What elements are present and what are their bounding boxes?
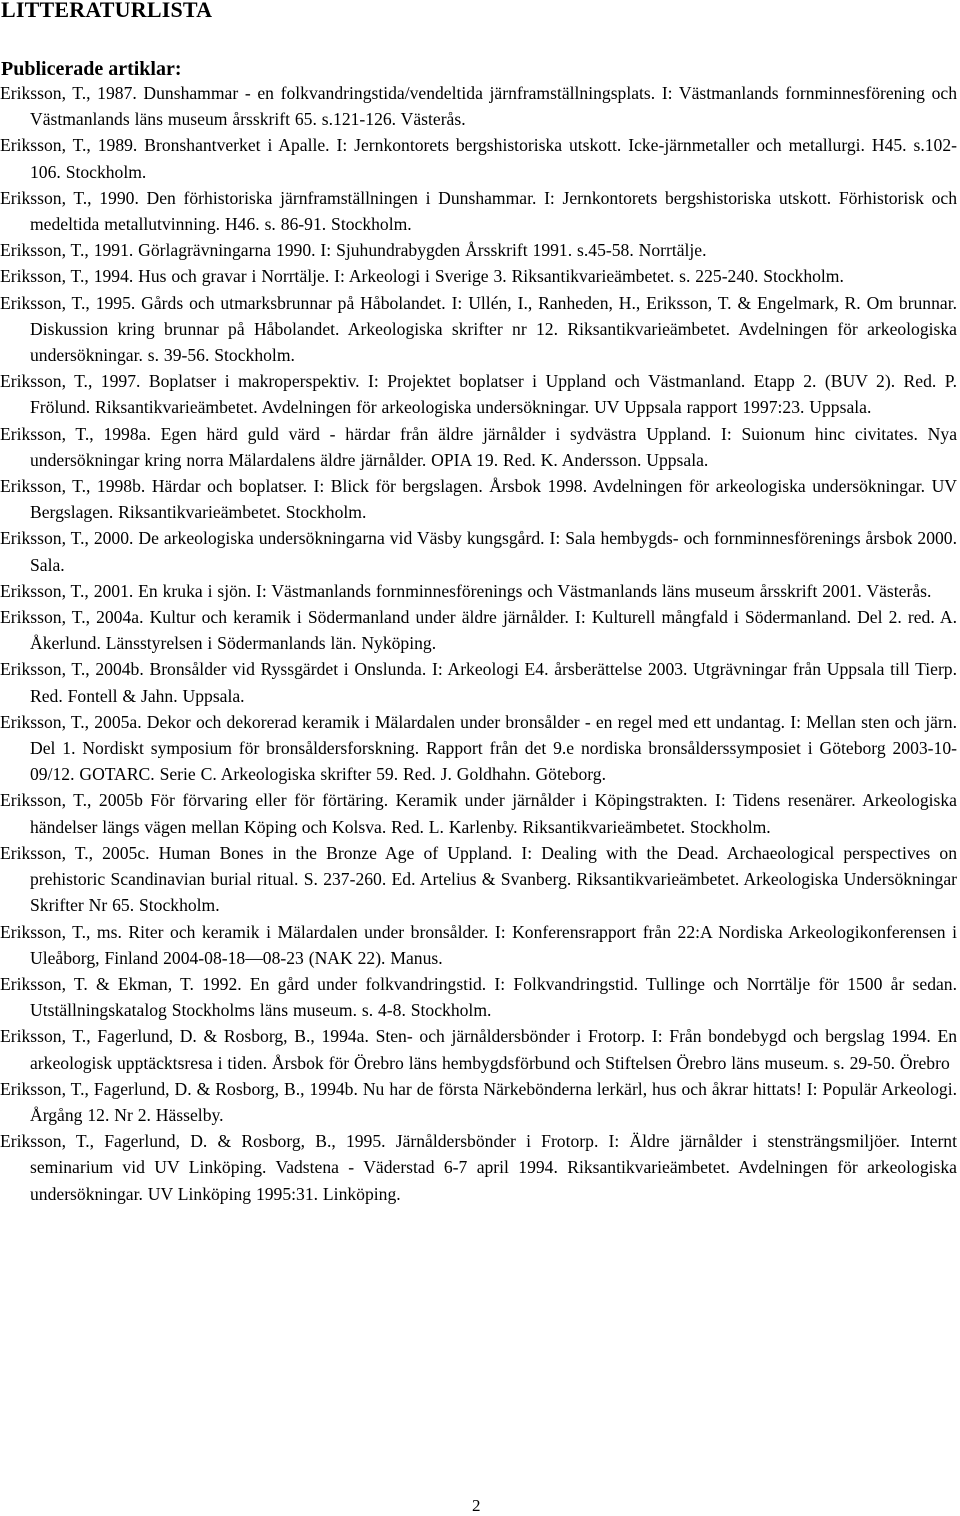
reference-entry: Eriksson, T., 1990. Den förhistoriska järnframställningen i Dunshammar. I: Jernkontorets bergshistoriska utskott. Förhistorisk och medeltida metallutvinning. H46. s. 86-91. Stockholm. bbox=[0, 187, 957, 235]
page-number: 2 bbox=[472, 1496, 481, 1515]
reference-entry: Eriksson, T., 2004a. Kultur och keramik i Södermanland under äldre järnålder. I: Kulturell mångfald i Södermanland. Del 2. red. A. Åkerlund. Länsstyrelsen i Södermanlands län. Nyköping. bbox=[0, 607, 957, 654]
reference-entry: Eriksson, T., 1998a. Egen härd guld värd - härdar från äldre järnålder i sydvästra Uppland. I: Suionum hinc civitates. Nya undersökningar kring norra Mälardalens äldre järnålder. OPIA 19. Red. K. Andersson. Uppsala. bbox=[0, 423, 957, 470]
reference-entry: Eriksson, T., 2004b. Bronsålder vid Ryssgärdet i Onslunda. I: Arkeologi E4. årsberättelse 2003. Utgrävningar från Uppsala till Tierp. Red. Fontell & Jahn. Uppsala. bbox=[0, 659, 957, 706]
reference-entry: Eriksson, T., 1989. Bronshantverket i Apalle. I: Jernkontorets bergshistoriska utskott. Icke-järnmetaller och metallurgi. H45. s.102-106. Stockholm. bbox=[0, 135, 957, 182]
reference-entry: Eriksson, T., 1997. Boplatser i makroperspektiv. I: Projektet boplatser i Uppland och Västmanland. Etapp 2. (BUV 2). Red. P. Frölund. Riksantikvarieämbetet. Avdelningen för arkeologiska undersökningar. UV Uppsala rapport 1997:23. Uppsala. bbox=[0, 371, 957, 418]
reference-entry: Eriksson, T., 2005b För förvaring eller för förtäring. Keramik under järnålder i Köpingstrakten. I: Tidens resenärer. Arkeologiska händelser längs vägen mellan Köping och Kolsva. Red. L. Karlenby. Riksantikvarieämbetet. Stockholm. bbox=[0, 790, 957, 837]
reference-entry: Eriksson, T., 1987. Dunshammar - en folkvandringstida/vendeltida järnframställningsplats. I: Västmanlands fornminnesförening och Västmanlands läns museum årsskrift 65. s.121-126. Västerås. bbox=[0, 83, 957, 130]
reference-entry: Eriksson, T., 1995. Gårds och utmarksbrunnar på Håbolandet. I: Ullén, I., Ranheden, H., Eriksson, T. & Engelmark, R. Om brunnar. Diskussion kring brunnar på Håbolandet. Arkeologiska skrifter nr 12. Riksantikvarieämbetet. Avdelningen för arkeologiska undersökningar. s. 39-56. Stockholm. bbox=[0, 292, 957, 366]
reference-entry: Eriksson, T., 2005c. Human Bones in the Bronze Age of Uppland. I: Dealing with the Dead. Archaeological perspectives on prehistoric Scandinavian burial ritual. S. 237-260. Ed. Artelius & Svanberg. Riksantikvarieämbetet. Arkeologiska Undersökningar Skrifter Nr 65. Stockholm. bbox=[0, 842, 957, 916]
reference-entry: Eriksson, T., 2005a. Dekor och dekorerad keramik i Mälardalen under bronsålder - en regel med ett undantag. I: Mellan sten och järn. Del 1. Nordiskt symposium för bronsåldersforskning. Rapport från det 9.e nordiska bronsålderssymposiet i Göteborg 2003-10-09/12. GOTARC. Serie C. Arkeologiska skrifter 59. Red. J. Goldhahn. Göteborg. bbox=[0, 711, 957, 785]
reference-entry: Eriksson, T., Fagerlund, D. & Rosborg, B., 1995. Järnåldersbönder i Frotorp. I: Äldre järnålder i stensträngsmiljöer. Internt seminarium vid UV Linköping. Vadstena - Väderstad 6-7 april 1994. Riksantikvarieämbetet. Avdelningen för arkeologiska undersökningar. UV Linköping 1995:31. Linköping. bbox=[0, 1131, 957, 1204]
reference-entry: Eriksson, T., 2000. De arkeologiska undersökningarna vid Väsby kungsgård. I: Sala hembygds- och fornminnesförenings årsbok 2000. Sala. bbox=[0, 528, 957, 575]
reference-entry: Eriksson, T., Fagerlund, D. & Rosborg, B., 1994a. Sten- och järnåldersbönder i Frotorp. I: Från bondebygd och bergslag 1994. En arkeologisk upptäcktsresa i tiden. Årsbok för Örebro läns hembygdsförbund och Stiftelsen Örebro läns museum. s. 29-50. Örebro bbox=[0, 1026, 957, 1073]
reference-entry: Eriksson, T., 2001. En kruka i sjön. I: Västmanlands fornminnesförenings och Västmanlands läns museum årsskrift 2001. Västerås. bbox=[0, 580, 932, 601]
reference-entry: Eriksson, T., Fagerlund, D. & Rosborg, B., 1994b. Nu har de första Närkebönderna lerkärl, hus och åkrar hittats! I: Populär Arkeologi. Årgång 12. Nr 2. Hässelby. bbox=[0, 1078, 957, 1125]
reference-entry: Eriksson, T., ms. Riter och keramik i Mälardalen under bronsålder. I: Konferensrapport från 22:A Nordiska Arkeologikonferensen i Uleåborg, Finland 2004-08-18—08-23 (NAK 22). Manus. bbox=[0, 921, 957, 968]
reference-entry: Eriksson, T., 1991. Görlagrävningarna 1990. I: Sjuhundrabygden Årsskrift 1991. s.45-58. Norrtälje. bbox=[0, 240, 707, 261]
page-title: LITTERATURLISTA bbox=[1, 0, 213, 22]
reference-entry: Eriksson, T., 1994. Hus och gravar i Norrtälje. I: Arkeologi i Sverige 3. Riksantikvarieämbetet. s. 225-240. Stockholm. bbox=[0, 266, 844, 287]
reference-entry: Eriksson, T. & Ekman, T. 1992. En gård under folkvandringstid. I: Folkvandringstid. Tullinge och Norrtälje för 1500 år sedan. Utställningskatalog Stockholms läns museum. s. 4-8. Stockholm. bbox=[0, 973, 957, 1021]
reference-entry: Eriksson, T., 1998b. Härdar och boplatser. I: Blick för bergslagen. Årsbok 1998. Avdelningen för arkeologiska undersökningar. UV Bergslagen. Riksantikvarieämbetet. Stockholm. bbox=[0, 476, 957, 523]
reference-list bbox=[0, 80, 957, 1207]
section-heading: Publicerade artiklar: bbox=[1, 58, 182, 80]
